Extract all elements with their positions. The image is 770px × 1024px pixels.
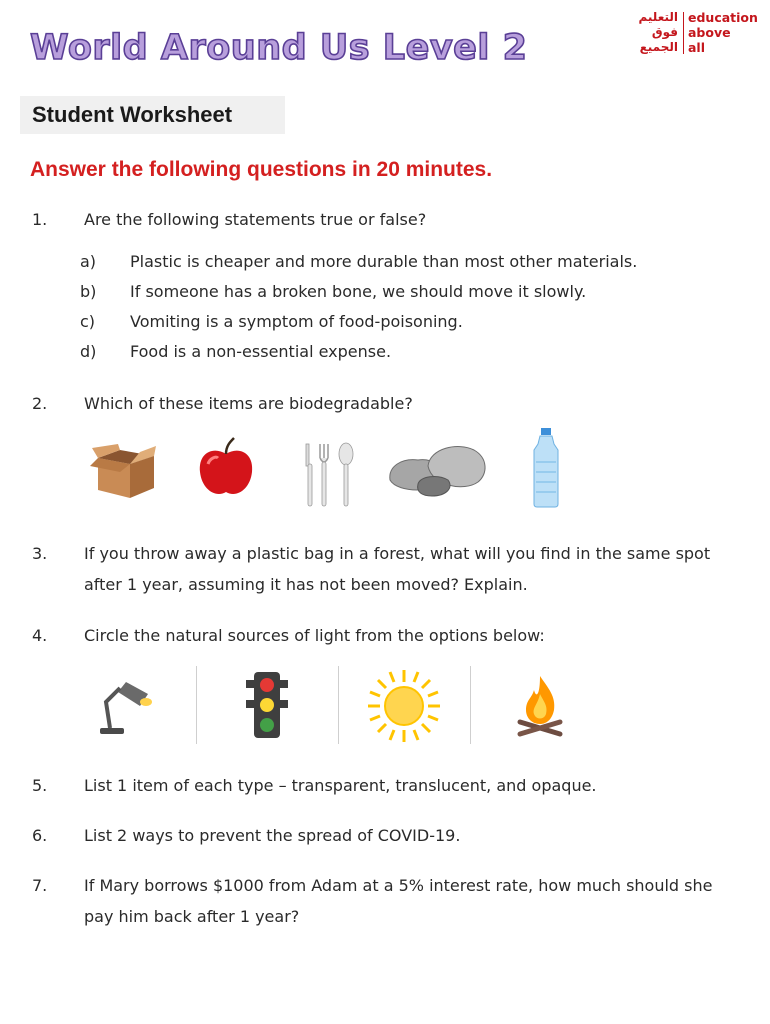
question-5: 5. List 1 item of each type – transparent, translucent, and opaque. — [32, 776, 597, 795]
image-divider — [338, 666, 339, 744]
question-number: 1. — [32, 210, 48, 229]
campfire-icon — [514, 674, 566, 738]
education-above-all-logo — [628, 10, 758, 58]
image-divider — [196, 666, 197, 744]
sub-item-c: c) Vomiting is a symptom of food-poisoning. — [80, 312, 463, 331]
desk-lamp-icon — [96, 672, 156, 736]
sub-item-a: a) Plastic is cheaper and more durable than most other materials. — [80, 252, 638, 271]
question-6: 6. List 2 ways to prevent the spread of COVID-19. — [32, 826, 461, 845]
instruction-text: Answer the following questions in 20 minutes. — [30, 158, 493, 181]
question-2: 2. Which of these items are biodegradable? — [32, 394, 413, 413]
image-divider — [470, 666, 471, 744]
sub-item-b: b) If someone has a broken bone, we should move it slowly. — [80, 282, 587, 301]
rocks-icon — [388, 440, 490, 498]
plastic-cutlery-icon — [300, 440, 362, 508]
traffic-light-icon — [244, 670, 290, 740]
worksheet-label: Student Worksheet — [20, 96, 285, 134]
cardboard-box-icon — [90, 440, 160, 502]
logo-divider — [683, 12, 684, 54]
page-title: World Around Us Level 2 — [30, 28, 528, 68]
logo-english-text: education above all — [688, 10, 758, 55]
sub-item-d: d) Food is a non-essential expense. — [80, 342, 392, 361]
plastic-bottle-icon — [530, 428, 562, 508]
question-text: Are the following statements true or false? — [84, 210, 427, 229]
question-7: 7. If Mary borrows $1000 from Adam at a 5% interest rate, how much should she pay him back after 1 year? — [32, 876, 713, 926]
sun-icon — [366, 668, 442, 744]
question-4: 4. Circle the natural sources of light from the options below: — [32, 626, 545, 645]
apple-icon — [194, 436, 258, 500]
question-1 — [32, 204, 732, 236]
logo-arabic-text: التعليم فوق الجميع — [638, 10, 678, 54]
question-3: 3. If you throw away a plastic bag in a forest, what will you find in the same spot after 1 year, assuming it has not been moved? Explain. — [32, 544, 711, 594]
